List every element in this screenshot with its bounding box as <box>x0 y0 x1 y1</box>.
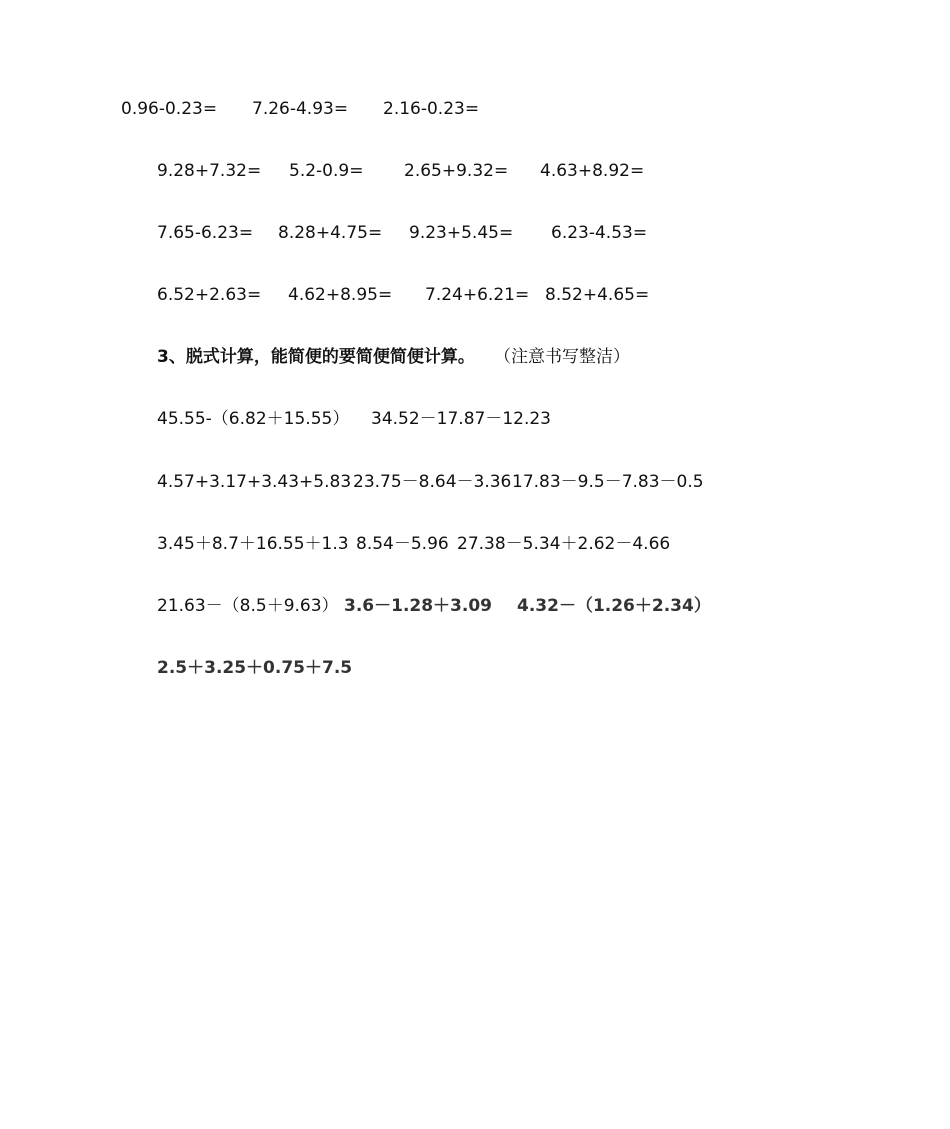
exercise-2-1: 9.28+7.32= <box>157 161 262 181</box>
exercise-1-3: 2.16-0.23= <box>383 99 480 119</box>
section-3-heading: 3、脱式计算，能简便的要简便简便计算。 <box>157 347 475 367</box>
exercise-2-3: 2.65+9.32= <box>404 161 509 181</box>
exercise-5-1: 45.55-（6.82＋15.55） <box>157 409 350 429</box>
exercise-4-2: 4.62+8.95= <box>288 285 393 305</box>
exercise-3-3: 9.23+5.45= <box>409 223 514 243</box>
exercise-4-3: 7.24+6.21= <box>425 285 530 305</box>
exercise-2-2: 5.2-0.9= <box>289 161 364 181</box>
exercise-4-1: 6.52+2.63= <box>157 285 262 305</box>
exercise-3-1: 7.65-6.23= <box>157 223 254 243</box>
exercise-7-3: 27.38－5.34＋2.62－4.66 <box>457 534 671 554</box>
exercise-1-1: 0.96-0.23= <box>121 99 218 119</box>
exercise-9-1: 2.5＋3.25＋0.75＋7.5 <box>157 658 353 678</box>
exercise-8-1: 21.63－（8.5＋9.63） <box>157 596 339 616</box>
section-3-note: （注意书写整洁） <box>494 347 630 367</box>
exercise-7-2: 8.54－5.96 <box>356 534 449 554</box>
exercise-6-2: 23.75－8.64－3.36 <box>353 472 512 492</box>
exercise-6-3: 17.83－9.5－7.83－0.5 <box>512 472 704 492</box>
exercise-8-2: 3.6－1.28＋3.09 <box>344 596 493 616</box>
exercise-2-4: 4.63+8.92= <box>540 161 645 181</box>
exercise-4-4: 8.52+4.65= <box>545 285 650 305</box>
exercise-3-4: 6.23-4.53= <box>551 223 648 243</box>
exercise-5-2: 34.52－17.87－12.23 <box>371 409 552 429</box>
exercise-3-2: 8.28+4.75= <box>278 223 383 243</box>
exercise-7-1: 3.45＋8.7＋16.55＋1.3 <box>157 534 349 554</box>
exercise-8-3: 4.32－（1.26＋2.34） <box>517 596 711 616</box>
exercise-1-2: 7.26-4.93= <box>252 99 349 119</box>
exercise-6-1: 4.57+3.17+3.43+5.83 <box>157 472 352 492</box>
